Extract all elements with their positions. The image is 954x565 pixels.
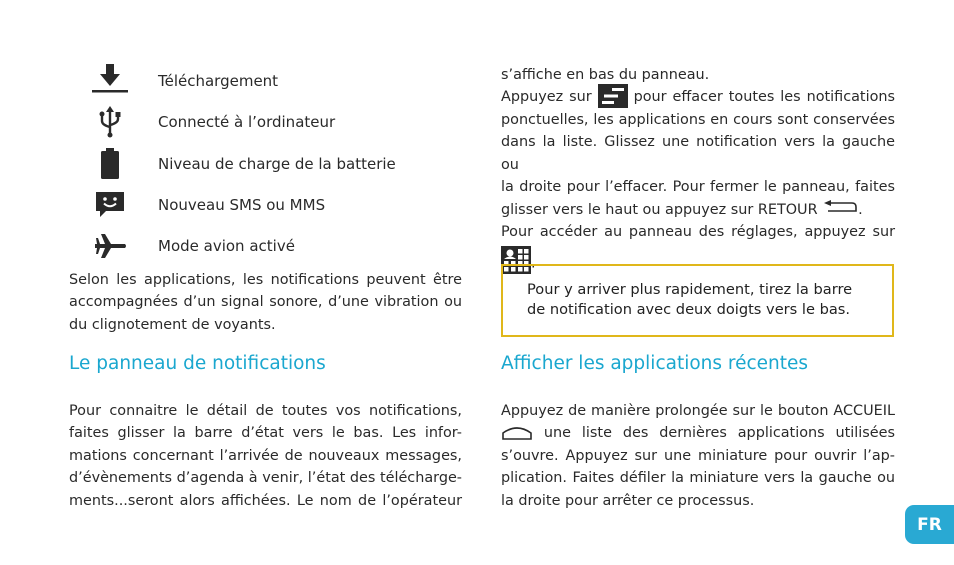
notifications-paragraph	[69, 400, 462, 512]
text-line: s’affiche en bas du panneau.	[501, 67, 710, 83]
message-icon	[90, 191, 130, 219]
battery-icon	[90, 150, 130, 178]
text-line: Pour accéder au panneau des réglages, appuyez sur	[501, 224, 895, 241]
text-fragment: .	[858, 201, 863, 218]
text-line: s’ouvre. Appuyez sur une miniature pour ouvrir l’ap-	[501, 448, 895, 465]
status-label-airplane: Mode avion activé	[158, 237, 295, 255]
section-heading-recent-apps: Afficher les applications récentes	[501, 353, 809, 374]
text-line: dans la liste. Glissez une notification vers la gauche ou	[501, 134, 895, 173]
home-icon	[501, 422, 533, 444]
text-line: la droite pour arrêter ce processus.	[501, 492, 755, 509]
intro-paragraph	[69, 269, 462, 336]
text-fragment: une liste des dernières applications utilisées	[543, 425, 895, 442]
text-line	[501, 86, 895, 109]
download-icon	[90, 65, 130, 93]
status-label-download: Téléchargement	[158, 72, 279, 90]
text-line: Appuyez de manière prolongée sur le bouton ACCUEIL	[501, 403, 895, 419]
status-label-message: Nouveau SMS ou MMS	[158, 196, 326, 214]
text-line: du clignotement de voyants.	[69, 316, 276, 333]
text-line: ments...seront alors affichées. Le nom de l’opérateur	[69, 492, 462, 509]
status-label-battery: Niveau de charge de la batterie	[158, 155, 396, 173]
tip-line: de notification avec deux doigts vers le bas.	[527, 301, 851, 318]
text-line: mations concernant l’arrivée de nouveaux messages,	[69, 447, 462, 464]
text-line: Pour connaitre le détail de toutes vos notifications,	[69, 403, 462, 419]
text-fragment: pour effacer toutes les notifications	[633, 89, 895, 106]
tip-line: Pour y arriver plus rapidement, tirez la barre	[527, 281, 853, 298]
panel-paragraph	[501, 64, 895, 281]
text-line: faites glisser la barre d’état vers le bas. Les infor-	[69, 425, 462, 442]
text-line: accompagnées d’un signal sonore, d’une vibration ou	[69, 294, 462, 311]
clear-all-icon	[598, 86, 628, 108]
usb-icon	[90, 108, 130, 136]
text-fragment: glisser vers le haut ou appuyez sur RETOUR	[501, 201, 818, 218]
status-label-usb: Connecté à l’ordinateur	[158, 113, 336, 131]
text-fragment: Appuyez sur	[501, 89, 592, 106]
text-line	[501, 422, 895, 445]
text-line: d’évènements d’agenda à venir, l’état des télécharge-	[69, 470, 462, 487]
text-line: Selon les applications, les notifications peuvent être	[69, 272, 462, 288]
tip-box	[501, 264, 894, 337]
section-heading-notifications: Le panneau de notifications	[69, 353, 326, 374]
text-line: plication. Faites défiler la miniature vers la gauche ou	[501, 470, 895, 487]
text-line: la droite pour l’effacer. Pour fermer le panneau, faites	[501, 179, 895, 196]
text-line	[501, 199, 895, 222]
text-fragment: .	[531, 255, 536, 272]
back-icon	[822, 199, 858, 221]
tip-text	[527, 280, 852, 320]
airplane-icon	[90, 232, 130, 260]
recent-apps-paragraph	[501, 400, 895, 512]
language-tab: FR	[905, 505, 954, 544]
text-line: ponctuelles, les applications en cours sont conservées	[501, 112, 895, 129]
